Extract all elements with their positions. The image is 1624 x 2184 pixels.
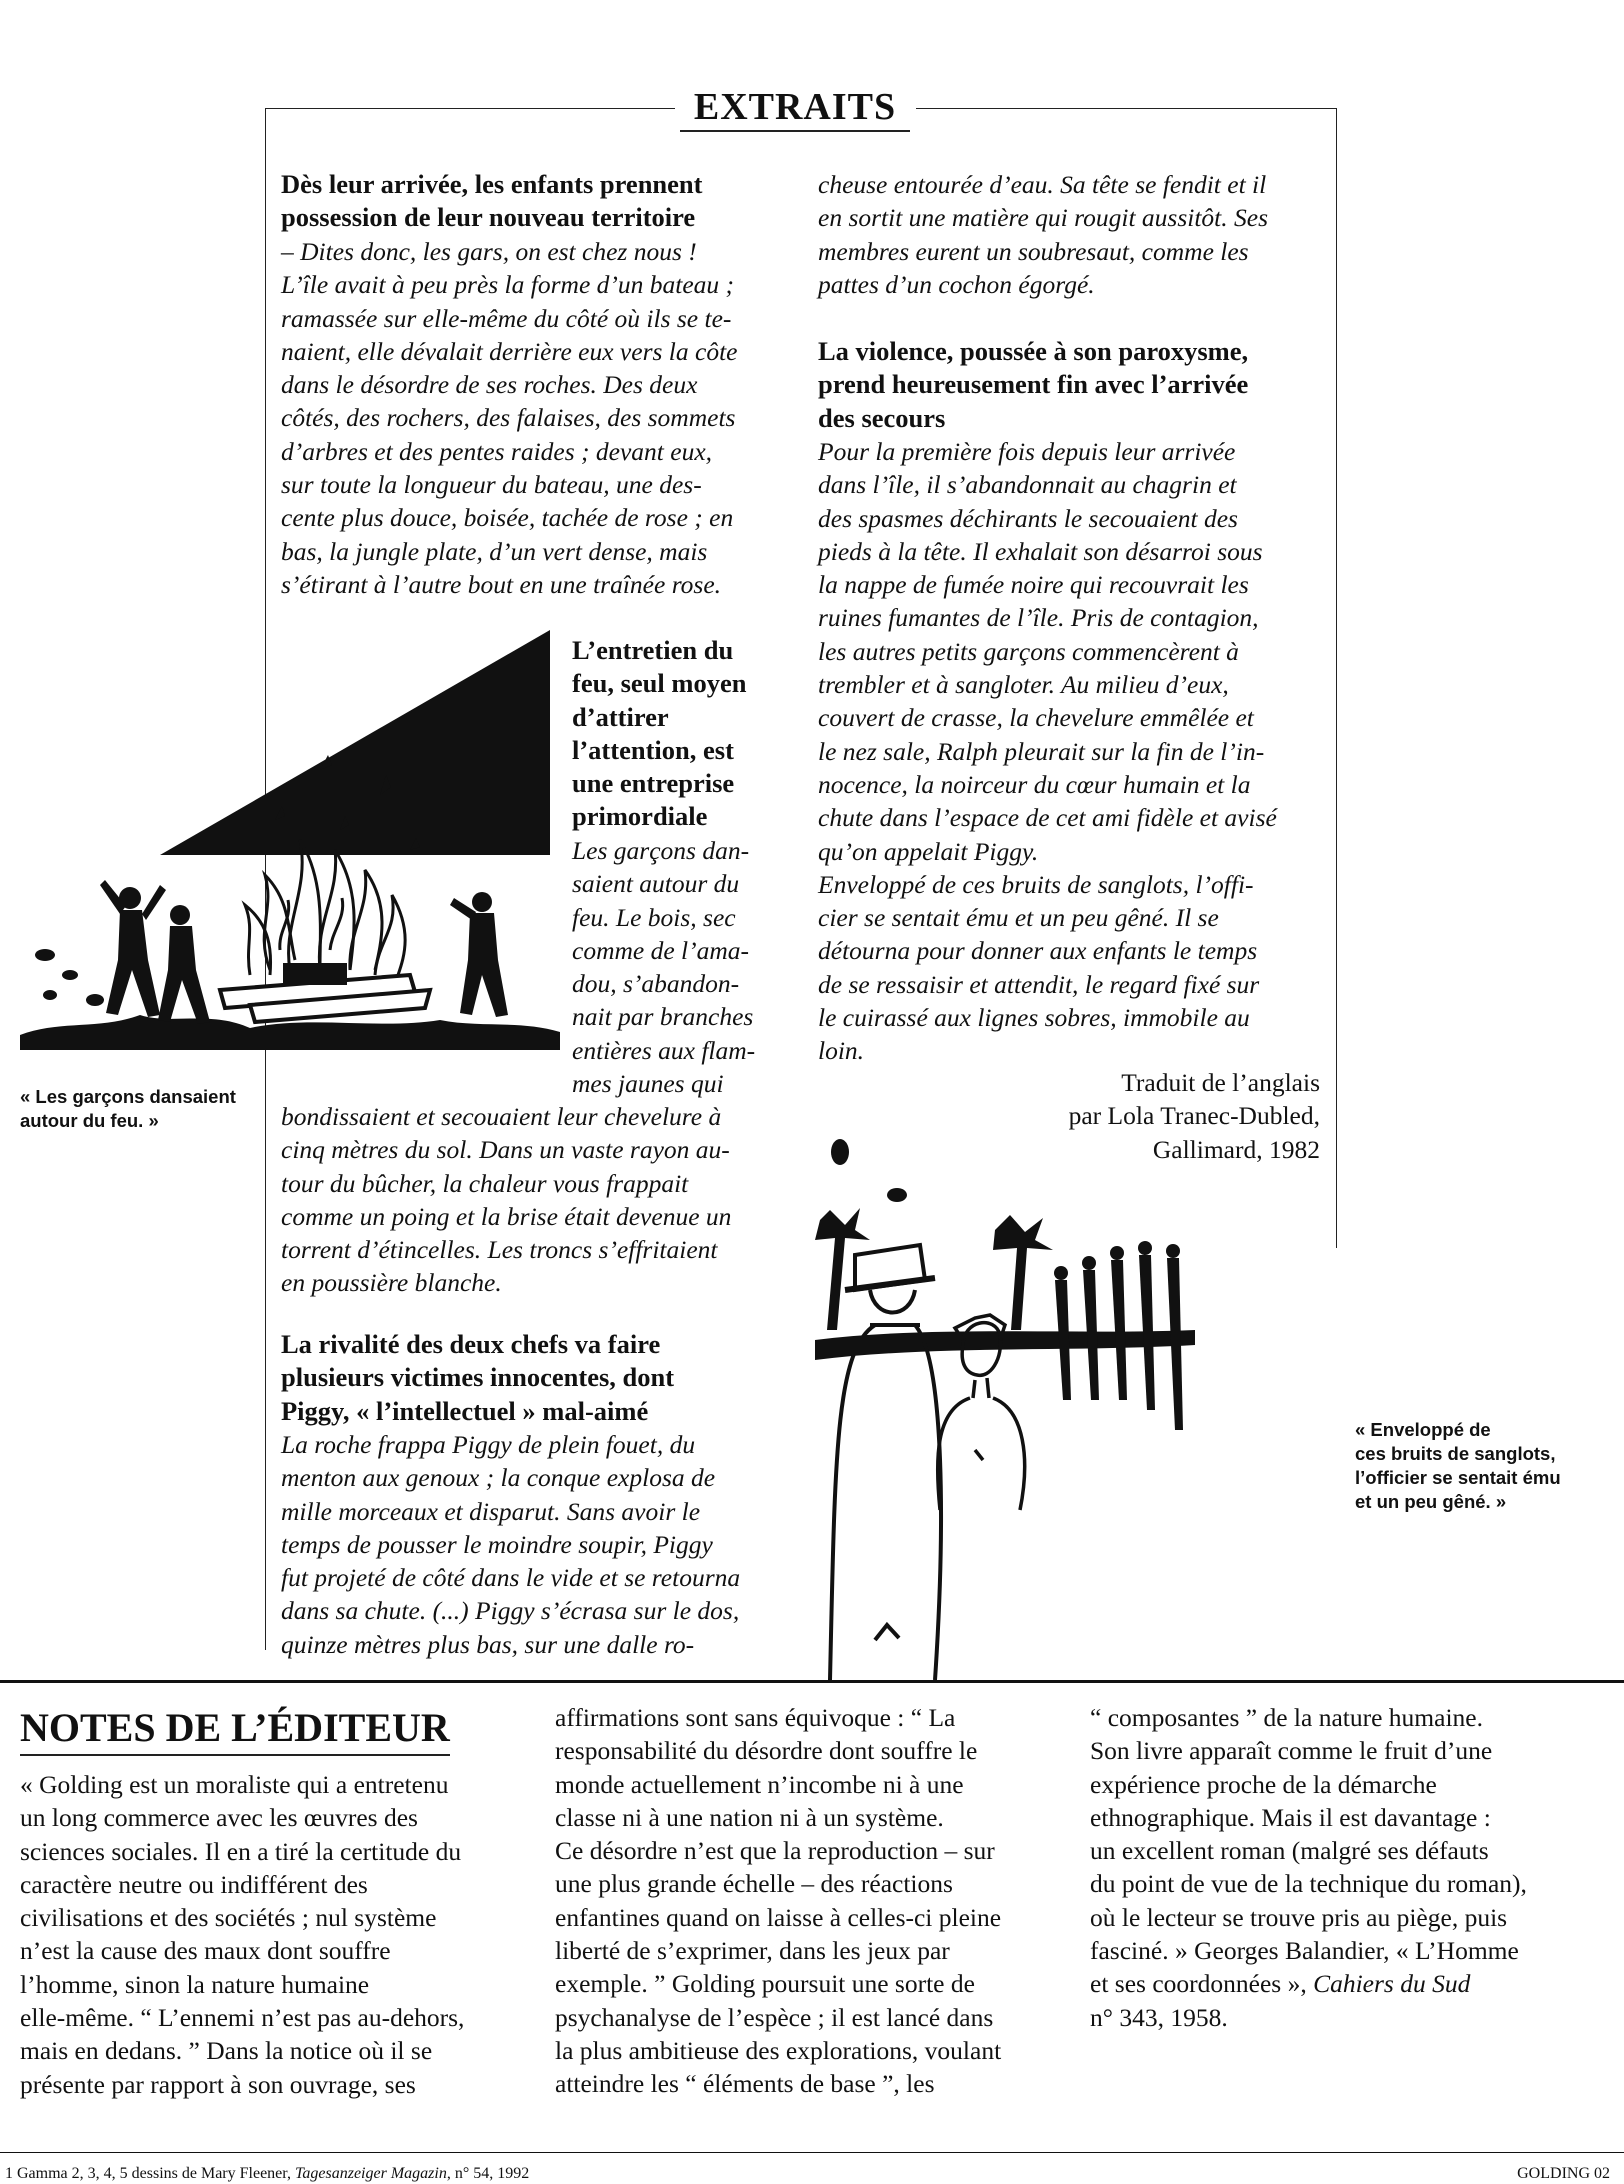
heading-line: La rivalité des deux chefs va faire bbox=[281, 1329, 661, 1359]
text-line: responsabilité du désordre dont souffre le bbox=[555, 1736, 978, 1766]
text-line: pieds à la tête. Il exhalait son désarroi sous bbox=[818, 536, 1263, 566]
text-line: temps de pousser le moindre soupir, Piggy bbox=[281, 1529, 713, 1559]
heading-line: feu, seul moyen bbox=[572, 668, 747, 699]
officer bbox=[830, 1245, 941, 1680]
caption-left bbox=[20, 1085, 236, 1133]
notes-col1 bbox=[20, 1768, 464, 2101]
notes-title: NOTES DE L’ÉDITEUR bbox=[20, 1704, 450, 1756]
text-line: détourna pour donner aux enfants le temps bbox=[818, 936, 1258, 966]
text-line: entières aux flam- bbox=[572, 1035, 756, 1065]
text-line: sciences sociales. Il en a tiré la certitude du bbox=[20, 1836, 462, 1866]
col2-para1 bbox=[818, 168, 1268, 301]
text-line: ethnographique. Mais il est davantage : bbox=[1090, 1802, 1491, 1832]
text-line: dans le désordre de ses roches. Des deux bbox=[281, 370, 698, 400]
text-line: comme de l’ama- bbox=[572, 935, 750, 965]
text-line: membres eurent un soubresaut, comme les bbox=[818, 236, 1249, 266]
heading-line: Dès leur arrivée, les enfants prennent bbox=[281, 169, 703, 199]
footer-page-id: GOLDING 02 bbox=[1517, 2165, 1610, 2182]
journal-title: Cahiers du Sud bbox=[1313, 1969, 1471, 1999]
heading-line: La violence, poussée à son paroxysme, bbox=[818, 336, 1249, 366]
text-line: où le lecteur se trouve pris au piège, puis bbox=[1090, 1902, 1508, 1932]
magazine-title: Tagesanzeiger Magazin bbox=[294, 2165, 447, 2182]
text-line: feu. Le bois, sec bbox=[572, 902, 736, 932]
text-line: chute dans l’espace de cet ami fidèle et avisé bbox=[818, 803, 1277, 833]
text-line: pattes d’un cochon égorgé. bbox=[818, 269, 1095, 299]
text-line: affirmations sont sans équivoque : “ La bbox=[555, 1703, 956, 1732]
text-line: dou, s’abandon- bbox=[572, 969, 740, 999]
text-line: l’homme, sinon la nature humaine bbox=[20, 1969, 370, 1999]
caption-line: « Enveloppé de bbox=[1355, 1419, 1491, 1440]
page-title: EXTRAITS bbox=[680, 84, 910, 132]
caption-line: et un peu gêné. » bbox=[1355, 1491, 1507, 1512]
text-line: en poussière blanche. bbox=[281, 1268, 502, 1298]
text-line: menton aux genoux ; la conque explosa de bbox=[281, 1463, 716, 1493]
text-line: le nez sale, Ralph pleurait sur la fin de l’in- bbox=[818, 736, 1265, 766]
text-line: Gallimard, 1982 bbox=[1152, 1134, 1320, 1164]
text-line: – Dites donc, les gars, on est chez nous ! bbox=[281, 237, 697, 266]
text-line: Les garçons dan- bbox=[572, 836, 750, 865]
text-line: le cuirassé aux lignes sobres, immobile au bbox=[818, 1003, 1250, 1033]
text-line: ramassée sur elle-même du côté où ils se te- bbox=[281, 303, 732, 333]
text-line: bondissaient et secouaient leur chevelure à bbox=[281, 1102, 722, 1131]
text-line: Enveloppé de ces bruits de sanglots, l’offi- bbox=[818, 869, 1254, 899]
palm-trees bbox=[815, 1208, 1053, 1330]
text-line: cier se sentait ému et un peu gêné. Il se bbox=[818, 903, 1219, 933]
flames bbox=[245, 840, 405, 975]
heading-line: possession de leur nouveau territoire bbox=[281, 202, 696, 233]
text-line: cente plus douce, boisée, tachée de rose ; en bbox=[281, 503, 734, 533]
heading-line: des secours bbox=[818, 402, 946, 433]
text-line: saient autour du bbox=[572, 869, 740, 899]
frame-right bbox=[1336, 108, 1337, 1248]
text-line: caractère neutre ou indifférent des bbox=[20, 1869, 368, 1899]
col1-heading2 bbox=[572, 634, 746, 834]
text-line: dans l’île, il s’abandonnait au chagrin et bbox=[818, 470, 1237, 500]
text-line: fasciné. » Georges Balandier, « L’Homme bbox=[1090, 1936, 1519, 1966]
text-line: comme un poing et la brise était devenue un bbox=[281, 1201, 732, 1231]
text-line: La roche frappa Piggy de plein fouet, du bbox=[281, 1430, 696, 1459]
flies bbox=[831, 1139, 907, 1202]
col1-para2-wide bbox=[281, 1100, 731, 1300]
shoreline bbox=[815, 1330, 1195, 1360]
notes-separator bbox=[0, 1680, 1624, 1683]
text-line: ruines fumantes de l’île. Pris de contagion, bbox=[818, 603, 1259, 633]
text-line: côtés, des rochers, des falaises, des sommets bbox=[281, 403, 736, 433]
text-line: liberté de s’exprimer, dans les jeux par bbox=[555, 1936, 950, 1966]
text-line: des spasmes déchirants le secouaient des bbox=[818, 503, 1238, 533]
text-line: “ composantes ” de la nature humaine. bbox=[1090, 1703, 1483, 1732]
text-line: Son livre apparaît comme le fruit d’une bbox=[1090, 1736, 1493, 1766]
caption-line: autour du feu. » bbox=[20, 1110, 159, 1131]
text-line: quinze mètres plus bas, sur une dalle ro- bbox=[281, 1629, 695, 1659]
text-line: Pour la première fois depuis leur arrivée bbox=[818, 437, 1236, 466]
heading-line: d’attirer bbox=[572, 701, 669, 732]
text-line: enfantines quand on laisse à celles-ci pleine bbox=[555, 1902, 1002, 1932]
text-line: trembler et à sangloter. Au milieu d’eux, bbox=[818, 670, 1229, 700]
text-line: civilisations et des sociétés ; nul système bbox=[20, 1903, 437, 1933]
text-line: Ce désordre n’est que la reproduction – sur bbox=[555, 1836, 995, 1866]
text-line: de se ressaisir et attendit, le regard fixé sur bbox=[818, 969, 1260, 999]
text-line: sur toute la longueur du bateau, une des- bbox=[281, 470, 702, 500]
text-line: mille morceaux et disparut. Sans avoir le bbox=[281, 1496, 701, 1526]
text-line: classe ni à une nation ni à un système. bbox=[555, 1802, 944, 1832]
col2-heading bbox=[818, 335, 1248, 435]
text-line: en sortit une matière qui rougit aussitôt. Ses bbox=[818, 203, 1269, 233]
text-line: torrent d’étincelles. Les troncs s’effritaient bbox=[281, 1235, 718, 1265]
text-line: qu’on appelait Piggy. bbox=[818, 836, 1039, 866]
caption-line: l’officier se sentait ému bbox=[1355, 1467, 1561, 1488]
text-line: Traduit de l’anglais bbox=[1121, 1068, 1320, 1097]
text-line: s’étirant à l’autre bout en une traînée rose. bbox=[281, 569, 722, 599]
text-line: couvert de crasse, la chevelure emmêlée et bbox=[818, 703, 1254, 733]
footer-separator bbox=[0, 2152, 1624, 2153]
footer-credits bbox=[5, 2164, 529, 2184]
heading-line: une entreprise bbox=[572, 768, 735, 799]
col1-heading1 bbox=[281, 168, 703, 235]
text-line: une plus grande échelle – des réactions bbox=[555, 1869, 953, 1899]
text-line: exemple. ” Golding poursuit une sorte de bbox=[555, 1969, 975, 1999]
text-line: présente par rapport à son ouvrage, ses bbox=[20, 2069, 416, 2099]
text-line: L’île avait à peu près la forme d’un bateau ; bbox=[281, 270, 735, 300]
text-line: atteindre les “ éléments de base ”, les bbox=[555, 2069, 935, 2099]
frame-top-right bbox=[916, 108, 1337, 109]
text-line: bas, la jungle plate, d’un vert dense, mais bbox=[281, 536, 708, 566]
text-line: n’est la cause des maux dont souffre bbox=[20, 1936, 391, 1966]
text-line: « Golding est un moraliste qui a entretenu bbox=[20, 1770, 449, 1799]
text-span: et ses coordonnées », bbox=[1090, 1969, 1307, 1999]
text-line: du point de vue de la technique du roman), bbox=[1090, 1869, 1527, 1899]
text-line: les autres petits garçons commencèrent à bbox=[818, 636, 1239, 666]
text-line: nocence, la noirceur du cœur humain et la bbox=[818, 769, 1251, 799]
flies bbox=[35, 949, 104, 1006]
text-line: cinq mètres du sol. Dans un vaste rayon au- bbox=[281, 1135, 730, 1165]
text-line: la nappe de fumée noire qui recouvrait les bbox=[818, 570, 1249, 600]
caption-line: ces bruits de sanglots, bbox=[1355, 1443, 1556, 1464]
text-line: la plus ambitieuse des explorations, voulant bbox=[555, 2035, 1002, 2065]
text-line: par Lola Tranec-Dubled, bbox=[1068, 1101, 1320, 1131]
text-line: un excellent roman (malgré ses défauts bbox=[1090, 1836, 1489, 1866]
text-line: elle-même. “ L’ennemi n’est pas au-dehors, bbox=[20, 2003, 465, 2033]
text-line: naient, elle dévalait derrière eux vers la côte bbox=[281, 336, 738, 366]
col1-para1 bbox=[281, 235, 737, 601]
heading-line: Piggy, « l’intellectuel » mal-aimé bbox=[281, 1395, 649, 1426]
text-line: fut projeté de côté dans le vide et se retourna bbox=[281, 1563, 741, 1593]
text-line: loin. bbox=[818, 1036, 865, 1066]
notes-col2 bbox=[555, 1701, 1001, 2101]
text-line bbox=[1090, 1967, 1527, 2000]
text-line: cheuse entourée d’eau. Sa tête se fendit et il bbox=[818, 170, 1267, 199]
footer-text: , n° 54, 1992 bbox=[446, 2165, 530, 2182]
text-line: mais en dedans. ” Dans la notice où il se bbox=[20, 2036, 433, 2066]
caption-line: « Les garçons dansaient bbox=[20, 1086, 236, 1107]
illustration-officer bbox=[815, 1130, 1375, 1680]
col1-para3 bbox=[281, 1428, 740, 1661]
col2-para2 bbox=[818, 435, 1277, 1068]
heading-line: plusieurs victimes innocentes, dont bbox=[281, 1362, 675, 1393]
text-line: un long commerce avec les œuvres des bbox=[20, 1803, 418, 1833]
caption-right bbox=[1355, 1418, 1561, 1514]
smoke-wedge bbox=[160, 630, 550, 855]
text-line: nait par branches bbox=[572, 1002, 754, 1032]
illustration-fire-dance bbox=[20, 630, 560, 1050]
text-line: monde actuellement n’incombe ni à une bbox=[555, 1769, 964, 1799]
heading-line: primordiale bbox=[572, 801, 708, 832]
col1-heading3 bbox=[281, 1328, 674, 1428]
text-line: d’arbres et des pentes raides ; devant eux, bbox=[281, 436, 713, 466]
text-line: n° 343, 1958. bbox=[1090, 2002, 1228, 2032]
heading-line: L’entretien du bbox=[572, 635, 734, 665]
text-line: psychanalyse de l’espèce ; il est lancé dans bbox=[555, 2002, 994, 2032]
notes-col3 bbox=[1090, 1701, 1527, 2034]
text-line: dans sa chute. (...) Piggy s’écrasa sur le dos, bbox=[281, 1596, 740, 1626]
col1-para2-narrow bbox=[572, 834, 755, 1100]
text-line: tour du bûcher, la chaleur vous frappait bbox=[281, 1168, 689, 1198]
text-line: mes jaunes qui bbox=[572, 1069, 724, 1099]
text-line: expérience proche de la démarche bbox=[1090, 1769, 1437, 1799]
heading-line: l’attention, est bbox=[572, 734, 734, 765]
heading-line: prend heureusement fin avec l’arrivée bbox=[818, 369, 1249, 400]
footer-text: 1 Gamma 2, 3, 4, 5 dessins de Mary Fleener, bbox=[5, 2165, 291, 2182]
frame-top-left bbox=[265, 108, 675, 109]
